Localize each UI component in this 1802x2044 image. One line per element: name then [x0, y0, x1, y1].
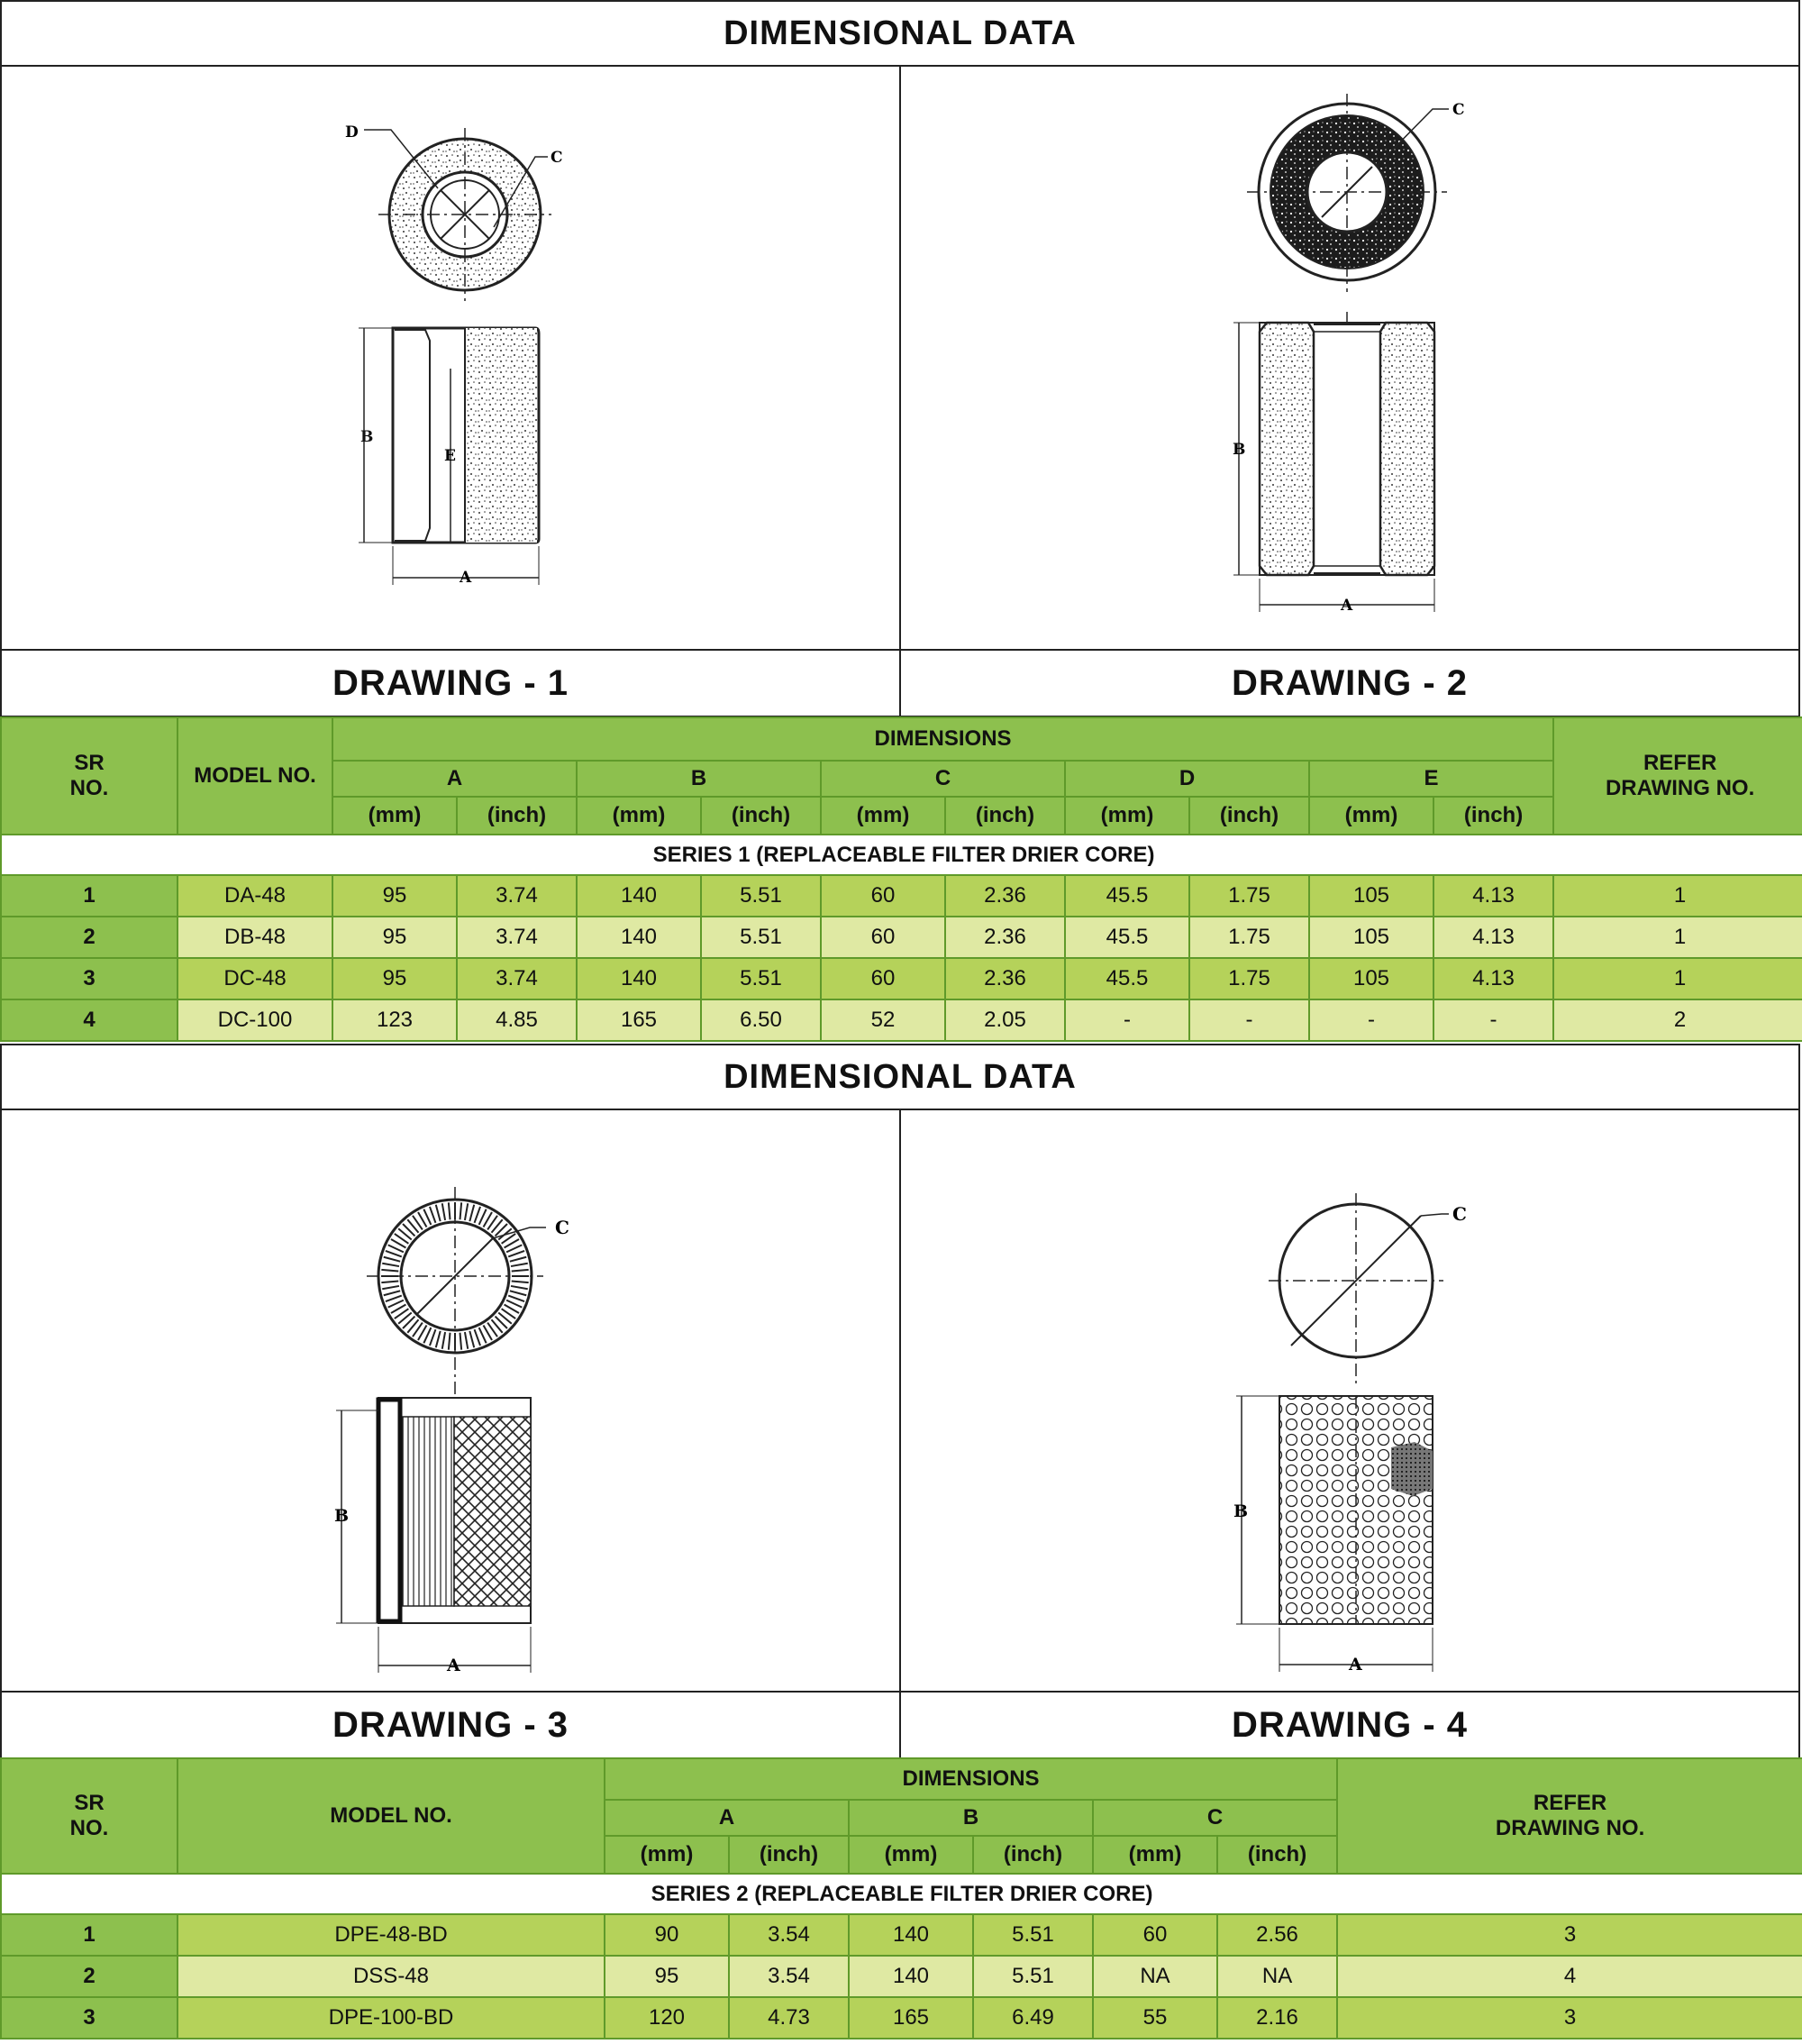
- table-row: [1, 1914, 1802, 1956]
- dim-label-a: A: [460, 569, 472, 587]
- unit-header-mm: (mm): [605, 1836, 729, 1874]
- col-header-dimensions: DIMENSIONS: [605, 1758, 1337, 1800]
- table-row: [1, 917, 1802, 958]
- refer-drawing-cell: 3: [1337, 1997, 1802, 2039]
- dimension-cell: 105: [1309, 958, 1433, 999]
- dimension-cell: 6.49: [973, 1997, 1093, 2039]
- drawing-3-label: DRAWING - 3: [0, 1691, 901, 1759]
- dim-header-e: E: [1309, 761, 1553, 797]
- col-header-model-no: MODEL NO.: [177, 717, 332, 835]
- dimension-cell: 4.13: [1433, 917, 1553, 958]
- dimension-cell: 2.56: [1217, 1914, 1337, 1956]
- sr-no-cell: 2: [1, 1956, 177, 1997]
- dimension-cell: NA: [1093, 1956, 1217, 1997]
- drawing-1-label: DRAWING - 1: [0, 649, 901, 717]
- model-no-cell: DA-48: [177, 875, 332, 917]
- dim-label-e: E: [444, 447, 456, 465]
- dim-label-a: A: [1349, 1655, 1362, 1674]
- col-header-dimensions: DIMENSIONS: [332, 717, 1553, 761]
- col-header-refer-drawing: REFER DRAWING NO.: [1553, 717, 1802, 835]
- sr-no-cell: 4: [1, 999, 177, 1041]
- dimension-cell: 95: [332, 875, 457, 917]
- dim-label-a: A: [447, 1656, 460, 1675]
- unit-header-mm: (mm): [1309, 797, 1433, 835]
- dimension-cell: 1.75: [1189, 875, 1309, 917]
- dimension-cell: -: [1309, 999, 1433, 1041]
- refer-drawing-cell: 4: [1337, 1956, 1802, 1997]
- dimension-cell: 2.16: [1217, 1997, 1337, 2039]
- table-row: [1, 1956, 1802, 1997]
- dim-label-c: C: [551, 149, 563, 167]
- dimension-cell: 95: [332, 958, 457, 999]
- dim-header-d: D: [1065, 761, 1309, 797]
- dimension-cell: 2.36: [945, 917, 1065, 958]
- series-2-caption: SERIES 2 (REPLACEABLE FILTER DRIER CORE): [1, 1874, 1802, 1914]
- dimension-cell: 140: [849, 1956, 973, 1997]
- dimension-cell: 3.54: [729, 1956, 849, 1997]
- drawing-2-panel: [899, 65, 1800, 651]
- table-row: [1, 1997, 1802, 2039]
- dim-header-a: A: [332, 761, 577, 797]
- dim-header-c: C: [821, 761, 1065, 797]
- unit-header-mm: (mm): [332, 797, 457, 835]
- refer-drawing-cell: 3: [1337, 1914, 1802, 1956]
- dimension-cell: 2.36: [945, 958, 1065, 999]
- table-row: [1, 958, 1802, 999]
- dimension-cell: 165: [849, 1997, 973, 2039]
- dim-label-a: A: [1341, 597, 1353, 615]
- unit-header-inch: (inch): [729, 1836, 849, 1874]
- dimension-cell: 140: [577, 958, 701, 999]
- drawing-1-panel: [0, 65, 901, 651]
- dimension-cell: 3.74: [457, 958, 577, 999]
- sr-no-cell: 2: [1, 917, 177, 958]
- model-no-cell: DSS-48: [177, 1956, 605, 1997]
- section2-title: DIMENSIONAL DATA: [0, 1044, 1800, 1110]
- drawing-4-figure: [901, 1110, 1800, 1693]
- dimension-cell: 2.36: [945, 875, 1065, 917]
- unit-header-mm: (mm): [1093, 1836, 1217, 1874]
- unit-header-inch: (inch): [457, 797, 577, 835]
- dimension-cell: 105: [1309, 875, 1433, 917]
- dimension-cell: 105: [1309, 917, 1433, 958]
- dim-header-c: C: [1093, 1800, 1337, 1836]
- dimension-cell: 55: [1093, 1997, 1217, 2039]
- refer-drawing-cell: 1: [1553, 958, 1802, 999]
- dim-label-c: C: [1452, 1203, 1467, 1225]
- refer-drawing-cell: 1: [1553, 875, 1802, 917]
- refer-drawing-cell: 1: [1553, 917, 1802, 958]
- table-row: [1, 999, 1802, 1041]
- dimension-cell: 4.85: [457, 999, 577, 1041]
- dimension-cell: 45.5: [1065, 875, 1189, 917]
- dimension-cell: 120: [605, 1997, 729, 2039]
- model-no-cell: DC-100: [177, 999, 332, 1041]
- dimension-cell: 3.74: [457, 917, 577, 958]
- dimension-cell: 4.73: [729, 1997, 849, 2039]
- drawing-1-figure: [2, 67, 901, 651]
- dimension-cell: -: [1065, 999, 1189, 1041]
- unit-header-mm: (mm): [577, 797, 701, 835]
- dimension-cell: 5.51: [701, 917, 821, 958]
- dimension-cell: 52: [821, 999, 945, 1041]
- model-no-cell: DB-48: [177, 917, 332, 958]
- drawing-4-panel: [899, 1109, 1800, 1693]
- unit-header-inch: (inch): [973, 1836, 1093, 1874]
- unit-header-inch: (inch): [1189, 797, 1309, 835]
- drawing-3-figure: [2, 1110, 901, 1693]
- dimension-cell: 3.54: [729, 1914, 849, 1956]
- unit-header-inch: (inch): [1433, 797, 1553, 835]
- refer-drawing-cell: 2: [1553, 999, 1802, 1041]
- dimension-cell: 45.5: [1065, 917, 1189, 958]
- table-row: [1, 875, 1802, 917]
- dimension-cell: 4.13: [1433, 875, 1553, 917]
- dimension-cell: 5.51: [973, 1956, 1093, 1997]
- dimension-cell: 95: [332, 917, 457, 958]
- drawing-2-figure: [901, 67, 1800, 651]
- dimension-cell: 90: [605, 1914, 729, 1956]
- sr-no-cell: 3: [1, 958, 177, 999]
- unit-header-inch: (inch): [1217, 1836, 1337, 1874]
- dimension-cell: 140: [577, 917, 701, 958]
- dimension-cell: 5.51: [701, 875, 821, 917]
- unit-header-mm: (mm): [821, 797, 945, 835]
- dimension-cell: 5.51: [701, 958, 821, 999]
- unit-header-inch: (inch): [701, 797, 821, 835]
- col-header-sr-no: SR NO.: [1, 1758, 177, 1874]
- col-header-sr-no: SR NO.: [1, 717, 177, 835]
- dim-label-c: C: [1452, 101, 1465, 119]
- dim-header-b: B: [849, 1800, 1093, 1836]
- dim-label-b: B: [1233, 1501, 1249, 1521]
- dimension-cell: 60: [821, 875, 945, 917]
- dim-label-d: D: [345, 123, 359, 141]
- dimension-cell: 3.74: [457, 875, 577, 917]
- dimension-cell: 5.51: [973, 1914, 1093, 1956]
- section1-title: DIMENSIONAL DATA: [0, 0, 1800, 67]
- sr-no-cell: 3: [1, 1997, 177, 2039]
- dimension-cell: 6.50: [701, 999, 821, 1041]
- series-1-table: [0, 716, 1802, 1042]
- dim-label-b: B: [360, 428, 374, 446]
- sr-no-cell: 1: [1, 875, 177, 917]
- dim-header-a: A: [605, 1800, 849, 1836]
- dimension-cell: 60: [1093, 1914, 1217, 1956]
- dimension-cell: 60: [821, 917, 945, 958]
- model-no-cell: DPE-100-BD: [177, 1997, 605, 2039]
- dimension-cell: 165: [577, 999, 701, 1041]
- drawing-4-label: DRAWING - 4: [899, 1691, 1800, 1759]
- series-2-table: [0, 1757, 1802, 2039]
- dimension-cell: 1.75: [1189, 958, 1309, 999]
- drawing-2-label: DRAWING - 2: [899, 649, 1800, 717]
- dimension-cell: 1.75: [1189, 917, 1309, 958]
- col-header-refer-drawing: REFER DRAWING NO.: [1337, 1758, 1802, 1874]
- series-1-caption: SERIES 1 (REPLACEABLE FILTER DRIER CORE): [1, 835, 1802, 875]
- dimension-cell: 2.05: [945, 999, 1065, 1041]
- dim-label-c: C: [555, 1217, 569, 1238]
- dim-label-b: B: [1233, 441, 1246, 459]
- unit-header-mm: (mm): [849, 1836, 973, 1874]
- dim-label-b: B: [334, 1506, 350, 1526]
- model-no-cell: DPE-48-BD: [177, 1914, 605, 1956]
- unit-header-mm: (mm): [1065, 797, 1189, 835]
- unit-header-inch: (inch): [945, 797, 1065, 835]
- dimension-cell: -: [1433, 999, 1553, 1041]
- dimension-cell: 140: [849, 1914, 973, 1956]
- dimension-cell: 123: [332, 999, 457, 1041]
- dimension-cell: 45.5: [1065, 958, 1189, 999]
- dimension-cell: 60: [821, 958, 945, 999]
- sr-no-cell: 1: [1, 1914, 177, 1956]
- dimension-cell: NA: [1217, 1956, 1337, 1997]
- dimension-cell: 4.13: [1433, 958, 1553, 999]
- dim-header-b: B: [577, 761, 821, 797]
- drawing-3-panel: [0, 1109, 901, 1693]
- dimension-cell: 140: [577, 875, 701, 917]
- dimension-cell: 95: [605, 1956, 729, 1997]
- dimension-cell: -: [1189, 999, 1309, 1041]
- model-no-cell: DC-48: [177, 958, 332, 999]
- col-header-model-no: MODEL NO.: [177, 1758, 605, 1874]
